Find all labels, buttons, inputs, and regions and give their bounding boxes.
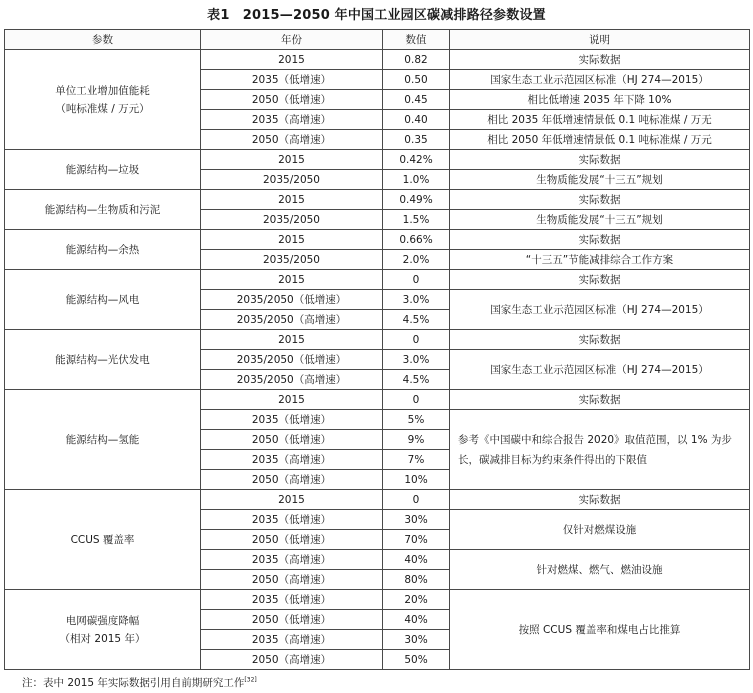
year-cell: 2050（低增速） bbox=[201, 90, 383, 110]
value-cell: 3.0% bbox=[383, 290, 450, 310]
value-cell: 2.0% bbox=[383, 250, 450, 270]
year-cell: 2035/2050 bbox=[201, 250, 383, 270]
param-line: 单位工业增加值能耗 bbox=[55, 84, 150, 97]
desc-cell: 实际数据 bbox=[450, 50, 750, 70]
value-cell: 40% bbox=[383, 610, 450, 630]
param-cell bbox=[5, 50, 201, 150]
value-cell: 30% bbox=[383, 630, 450, 650]
param-line: CCUS 覆盖率 bbox=[70, 533, 135, 546]
header-param: 参数 bbox=[5, 30, 201, 50]
table-row bbox=[5, 50, 750, 70]
param-line: 能源结构—风电 bbox=[65, 293, 140, 306]
year-cell: 2050（高增速） bbox=[201, 130, 383, 150]
value-cell: 0.49% bbox=[383, 190, 450, 210]
year-cell: 2050（高增速） bbox=[201, 650, 383, 670]
table-row bbox=[5, 230, 750, 250]
param-cell bbox=[5, 330, 201, 390]
header-desc: 说明 bbox=[450, 30, 750, 50]
desc-cell: 相比 2035 年低增速情景低 0.1 吨标准煤 / 万无 bbox=[450, 110, 750, 130]
value-cell: 20% bbox=[383, 590, 450, 610]
year-cell: 2015 bbox=[201, 330, 383, 350]
value-cell: 1.0% bbox=[383, 170, 450, 190]
year-cell: 2050（高增速） bbox=[201, 570, 383, 590]
desc-cell: 相比低增速 2035 年下降 10% bbox=[450, 90, 750, 110]
value-cell: 5% bbox=[383, 410, 450, 430]
value-cell: 80% bbox=[383, 570, 450, 590]
desc-cell: 实际数据 bbox=[450, 490, 750, 510]
footnote bbox=[22, 675, 257, 690]
year-cell: 2035/2050 bbox=[201, 210, 383, 230]
desc-cell: 生物质能发展“十三五”规划 bbox=[450, 170, 750, 190]
desc-cell: 仅针对燃煤设施 bbox=[450, 510, 750, 550]
value-cell: 4.5% bbox=[383, 370, 450, 390]
desc-cell: 实际数据 bbox=[450, 190, 750, 210]
desc-cell: 参考《中国碳中和综合报告 2020》取值范围，以 1% 为步长，碳减排目标为约束条件得出的下限值 bbox=[450, 410, 750, 490]
table-row bbox=[5, 590, 750, 610]
value-cell: 30% bbox=[383, 510, 450, 530]
year-cell: 2035（高增速） bbox=[201, 450, 383, 470]
desc-cell: 国家生态工业示范园区标准（HJ 274—2015） bbox=[450, 290, 750, 330]
desc-cell: 针对燃煤、燃气、燃油设施 bbox=[450, 550, 750, 590]
desc-cell: “十三五”节能减排综合工作方案 bbox=[450, 250, 750, 270]
param-line: 能源结构—余热 bbox=[65, 243, 140, 256]
value-cell: 0.35 bbox=[383, 130, 450, 150]
footnote-ref: [32] bbox=[244, 676, 257, 684]
year-cell: 2035/2050（高增速） bbox=[201, 370, 383, 390]
param-cell bbox=[5, 270, 201, 330]
year-cell: 2050（低增速） bbox=[201, 530, 383, 550]
footnote-text: 注：表中 2015 年实际数据引用自前期研究工作 bbox=[22, 677, 245, 689]
header-row bbox=[5, 30, 750, 50]
year-cell: 2035（低增速） bbox=[201, 590, 383, 610]
header-year: 年份 bbox=[201, 30, 383, 50]
desc-cell: 实际数据 bbox=[450, 230, 750, 250]
desc-cell: 相比 2050 年低增速情景低 0.1 吨标准煤 / 万元 bbox=[450, 130, 750, 150]
param-cell bbox=[5, 190, 201, 230]
year-cell: 2035/2050（高增速） bbox=[201, 310, 383, 330]
value-cell: 0 bbox=[383, 390, 450, 410]
param-line: （相对 2015 年） bbox=[59, 632, 146, 645]
value-cell: 0.66% bbox=[383, 230, 450, 250]
value-cell: 1.5% bbox=[383, 210, 450, 230]
desc-cell: 国家生态工业示范园区标准（HJ 274—2015） bbox=[450, 70, 750, 90]
param-cell bbox=[5, 490, 201, 590]
table-row bbox=[5, 270, 750, 290]
value-cell: 0 bbox=[383, 330, 450, 350]
value-cell: 0 bbox=[383, 270, 450, 290]
value-cell: 0.82 bbox=[383, 50, 450, 70]
year-cell: 2015 bbox=[201, 230, 383, 250]
year-cell: 2015 bbox=[201, 50, 383, 70]
year-cell: 2035（低增速） bbox=[201, 70, 383, 90]
year-cell: 2035（低增速） bbox=[201, 410, 383, 430]
parameter-table bbox=[4, 29, 750, 670]
year-cell: 2015 bbox=[201, 490, 383, 510]
value-cell: 4.5% bbox=[383, 310, 450, 330]
param-line: （吨标准煤 / 万元） bbox=[55, 102, 150, 115]
table-row bbox=[5, 330, 750, 350]
param-cell bbox=[5, 390, 201, 490]
year-cell: 2035（低增速） bbox=[201, 510, 383, 530]
table-row bbox=[5, 190, 750, 210]
param-cell bbox=[5, 590, 201, 670]
desc-cell: 按照 CCUS 覆盖率和煤电占比推算 bbox=[450, 590, 750, 670]
value-cell: 0 bbox=[383, 490, 450, 510]
value-cell: 7% bbox=[383, 450, 450, 470]
table-body bbox=[5, 50, 750, 670]
table-row bbox=[5, 490, 750, 510]
year-cell: 2035（高增速） bbox=[201, 110, 383, 130]
value-cell: 3.0% bbox=[383, 350, 450, 370]
param-line: 能源结构—垃圾 bbox=[65, 163, 140, 176]
param-line: 能源结构—生物质和污泥 bbox=[44, 203, 161, 216]
desc-cell: 实际数据 bbox=[450, 150, 750, 170]
value-cell: 0.45 bbox=[383, 90, 450, 110]
desc-cell: 实际数据 bbox=[450, 270, 750, 290]
param-cell bbox=[5, 230, 201, 270]
year-cell: 2015 bbox=[201, 190, 383, 210]
param-cell bbox=[5, 150, 201, 190]
value-cell: 40% bbox=[383, 550, 450, 570]
value-cell: 0.50 bbox=[383, 70, 450, 90]
param-line: 能源结构—光伏发电 bbox=[55, 353, 150, 366]
value-cell: 0.42% bbox=[383, 150, 450, 170]
year-cell: 2050（低增速） bbox=[201, 610, 383, 630]
value-cell: 9% bbox=[383, 430, 450, 450]
year-cell: 2050（低增速） bbox=[201, 430, 383, 450]
year-cell: 2035/2050（低增速） bbox=[201, 350, 383, 370]
year-cell: 2035（高增速） bbox=[201, 630, 383, 650]
value-cell: 50% bbox=[383, 650, 450, 670]
year-cell: 2015 bbox=[201, 150, 383, 170]
desc-cell: 实际数据 bbox=[450, 390, 750, 410]
year-cell: 2015 bbox=[201, 270, 383, 290]
year-cell: 2050（高增速） bbox=[201, 470, 383, 490]
desc-cell: 国家生态工业示范园区标准（HJ 274—2015） bbox=[450, 350, 750, 390]
table-row bbox=[5, 150, 750, 170]
param-line: 能源结构—氢能 bbox=[65, 433, 140, 446]
value-cell: 70% bbox=[383, 530, 450, 550]
desc-cell: 实际数据 bbox=[450, 330, 750, 350]
year-cell: 2035/2050 bbox=[201, 170, 383, 190]
header-value: 数值 bbox=[383, 30, 450, 50]
value-cell: 10% bbox=[383, 470, 450, 490]
table-title: 表1 2015—2050 年中国工业园区碳减排路径参数设置 bbox=[207, 8, 546, 23]
param-line: 电网碳强度降幅 bbox=[65, 614, 140, 627]
value-cell: 0.40 bbox=[383, 110, 450, 130]
year-cell: 2015 bbox=[201, 390, 383, 410]
year-cell: 2035（高增速） bbox=[201, 550, 383, 570]
desc-cell: 生物质能发展“十三五”规划 bbox=[450, 210, 750, 230]
table-row bbox=[5, 390, 750, 410]
year-cell: 2035/2050（低增速） bbox=[201, 290, 383, 310]
